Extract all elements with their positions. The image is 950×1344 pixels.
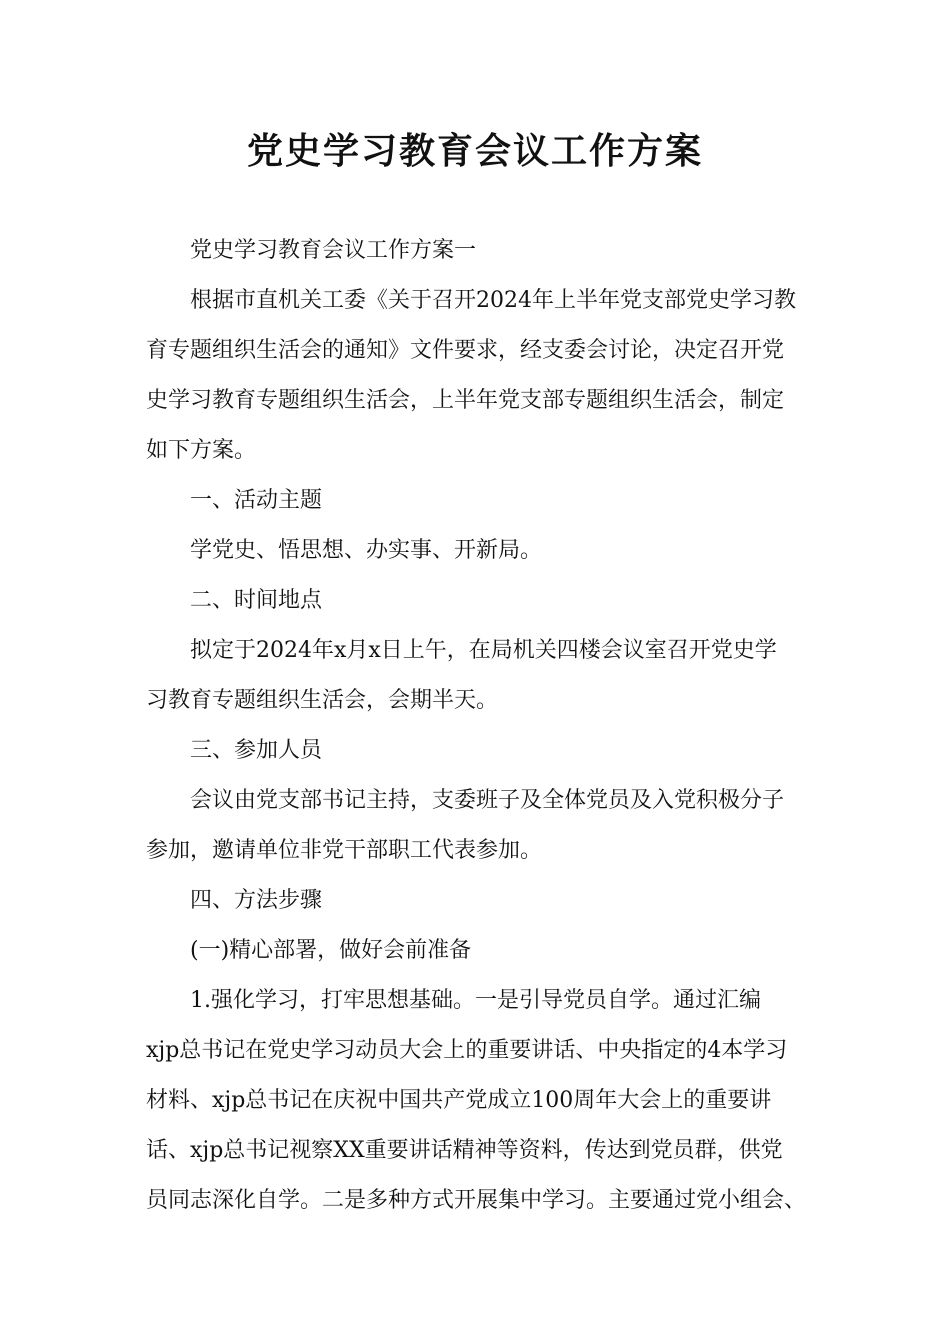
document-title: 党史学习教育会议工作方案 bbox=[246, 131, 703, 172]
paragraph-line: 育专题组织生活会的通知》文件要求，经支委会讨论，决定召开党 bbox=[146, 338, 785, 363]
section-heading: 二、时间地点 bbox=[190, 588, 323, 613]
paragraph-line: 拟定于2024年x月x日上午，在局机关四楼会议室召开党史学 bbox=[190, 638, 777, 663]
section-heading: 四、方法步骤 bbox=[190, 888, 323, 913]
paragraph-line: 员同志深化自学。二是多种方式开展集中学习。主要通过党小组会、 bbox=[146, 1188, 807, 1213]
paragraph-line: 史学习教育专题组织生活会，上半年党支部专题组织生活会，制定 bbox=[146, 388, 785, 413]
paragraph-line: 参加，邀请单位非党干部职工代表参加。 bbox=[146, 838, 543, 863]
paragraph-line: 材料、xjp总书记在庆祝中国共产党成立100周年大会上的重要讲 bbox=[146, 1088, 772, 1113]
subsection-heading: (一)精心部署，做好会前准备 bbox=[190, 938, 472, 963]
paragraph-line: 会议由党支部书记主持，支委班子及全体党员及入党积极分子 bbox=[190, 788, 785, 813]
paragraph-line: 1.强化学习，打牢思想基础。一是引导党员自学。通过汇编 bbox=[190, 988, 761, 1013]
paragraph-line: 话、xjp总书记视察XX重要讲话精神等资料，传达到党员群，供党 bbox=[146, 1138, 783, 1163]
paragraph-line: 习教育专题组织生活会，会期半天。 bbox=[146, 688, 499, 713]
paragraph-line: xjp总书记在党史学习动员大会上的重要讲话、中央指定的4本学习 bbox=[146, 1038, 788, 1063]
subtitle-line: 党史学习教育会议工作方案一 bbox=[190, 238, 477, 263]
paragraph-line: 如下方案。 bbox=[146, 438, 257, 463]
paragraph-line: 学党史、悟思想、办实事、开新局。 bbox=[190, 538, 543, 563]
section-heading: 一、活动主题 bbox=[190, 488, 323, 513]
paragraph-line: 根据市直机关工委《关于召开2024年上半年党支部党史学习教 bbox=[190, 288, 796, 313]
section-heading: 三、参加人员 bbox=[190, 738, 323, 763]
